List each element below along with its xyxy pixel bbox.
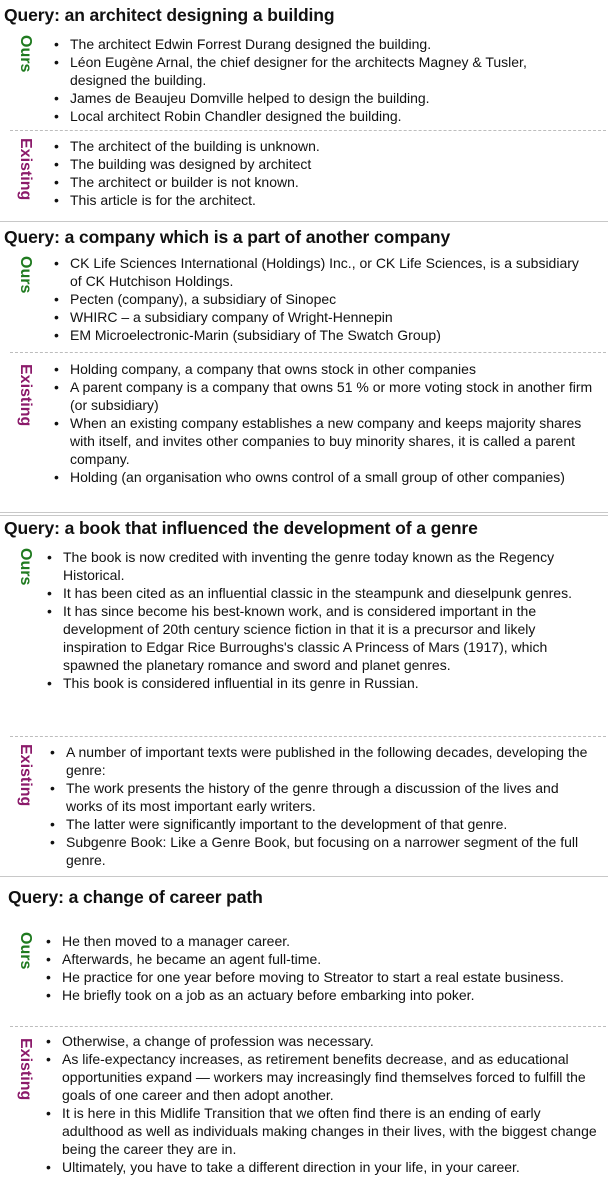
list-item-text: Holding (an organisation who owns control of a small group of other companies)	[70, 469, 565, 485]
ours-list	[46, 932, 592, 1004]
list-item: • It is here in this Midlife Transition that we often find there is an ending of early adulthood as well as individuals making changes in their lives, with the biggest change being the career they are in.	[46, 1105, 597, 1157]
section-divider	[10, 130, 606, 131]
list-item-text: Otherwise, a change of profession was necessary.	[62, 1033, 374, 1049]
list-item: • He briefly took on a job as an actuary before embarking into poker.	[46, 987, 475, 1003]
list-item: • The building was designed by architect	[54, 156, 312, 172]
list-item: • It has since become his best-known work, and is considered important in the development of 20th century science fiction in that it is a precursor and likely inspiration to Edgar Rice Burroughs's classic A Princess of Mars (1917), which spawned the planetary romance and sword and planet genres.	[47, 603, 548, 673]
list-item-text: The architect or builder is not known.	[70, 174, 299, 190]
list-item-text: Ultimately, you have to take a different direction in your life, in your career.	[62, 1159, 520, 1175]
list-item-text: The building was designed by architect	[70, 156, 312, 172]
list-item: • This article is for the architect.	[54, 192, 256, 208]
query-block	[0, 0, 608, 221]
list-item: • The architect or builder is not known.	[54, 174, 299, 190]
list-item: • When an existing company establishes a new company and keeps majority shares with itself, and invites other companies to buy minority shares, it is called a parent company.	[54, 415, 582, 467]
list-item-text: Holding company, a company that owns stock in other companies	[70, 361, 476, 377]
list-item-text: He briefly took on a job as an actuary before embarking into poker.	[62, 987, 475, 1003]
list-item: • Ultimately, you have to take a different direction in your life, in your career.	[46, 1159, 520, 1175]
existing-label: Existing	[17, 1038, 34, 1101]
ours-section	[0, 253, 608, 351]
existing-section	[0, 740, 608, 874]
list-item-text: As life-expectancy increases, as retirement benefits decrease, and as educational opportunities expand — workers may increasingly find themselves forced to fulfill the goals of one career and then adopt another.	[62, 1051, 586, 1103]
list-item: • EM Microelectronic-Marin (subsidiary of The Swatch Group)	[54, 327, 441, 343]
list-item: • Subgenre Book: Like a Genre Book, but focusing on a narrower segment of the full genre.	[50, 834, 579, 868]
list-item: • The latter were significantly important to the development of that genre.	[50, 816, 508, 832]
list-item-text: James de Beaujeu Domville helped to design the building.	[70, 90, 430, 106]
ours-section	[0, 930, 608, 1024]
list-item-text: A number of important texts were published in the following decades, developing the genre:	[66, 744, 588, 778]
existing-label: Existing	[17, 364, 34, 427]
ours-label: Ours	[17, 548, 34, 586]
existing-list	[54, 137, 590, 209]
list-item: • Afterwards, he became an agent full-time.	[46, 951, 322, 967]
list-item: • Pecten (company), a subsidiary of Sinopec	[54, 291, 337, 307]
ours-list	[54, 35, 560, 125]
section-divider	[10, 352, 606, 353]
list-item-text: The architect of the building is unknown.	[70, 138, 320, 154]
list-item-text: He practice for one year before moving to Streator to start a real estate business.	[62, 969, 564, 985]
query-block	[0, 878, 608, 1186]
list-item-text: This article is for the architect.	[70, 192, 256, 208]
ours-list	[54, 254, 585, 344]
list-item: • The architect of the building is unknown.	[54, 138, 320, 154]
list-item-text: CK Life Sciences International (Holdings) Inc., or CK Life Sciences, is a subsidiary of CK Hutchison Holdings.	[70, 255, 579, 289]
list-item-text: It has since become his best-known work, and is considered important in the development of 20th century science fiction in that it is a precursor and likely inspiration to Edgar Rice Burroughs's classic A Princess of Mars (1917), which spawned the planetary romance and sword and planet genres.	[63, 603, 548, 673]
list-item: • He practice for one year before moving to Streator to start a real estate business.	[46, 969, 564, 985]
list-item: • It has been cited as an influential classic in the steampunk and dieselpunk genres.	[47, 585, 572, 601]
list-item: • WHIRC – a subsidiary company of Wright-Hennepin	[54, 309, 393, 325]
list-item-text: Afterwards, he became an agent full-time.	[62, 951, 322, 967]
query-title: Query: a book that influenced the development of a genre	[4, 518, 478, 538]
list-item: • Holding (an organisation who owns control of a small group of other companies)	[54, 469, 565, 485]
query-title: Query: an architect designing a building	[4, 5, 335, 25]
list-item-text: It is here in this Midlife Transition that we often find there is an ending of early adulthood as well as individuals making changes in their lives, with the biggest change being the career they are in.	[62, 1105, 597, 1157]
section-divider	[10, 1026, 606, 1027]
ours-label: Ours	[17, 256, 34, 294]
ours-label: Ours	[17, 932, 34, 970]
query-title: Query: a company which is a part of another company	[4, 227, 451, 247]
list-item-text: Subgenre Book: Like a Genre Book, but focusing on a narrower segment of the full genre.	[66, 834, 579, 868]
list-item-text: The work presents the history of the genre through a discussion of the lives and works of its most important early writers.	[66, 780, 559, 814]
query-block	[0, 516, 608, 876]
list-item-text: The architect Edwin Forrest Durang designed the building.	[70, 36, 432, 52]
existing-label: Existing	[17, 138, 34, 201]
list-item: • He then moved to a manager career.	[46, 933, 291, 949]
list-item-text: A parent company is a company that owns 51 % or more voting stock in another firm (or subsidiary)	[70, 379, 593, 413]
list-item: • This book is considered influential in its genre in Russian.	[47, 675, 419, 691]
query-title: Query: a change of career path	[8, 887, 263, 907]
list-item: • The book is now credited with inventing the genre today known as the Regency Historical.	[47, 549, 555, 583]
list-item-text: Pecten (company), a subsidiary of Sinopec	[70, 291, 337, 307]
list-item: • A number of important texts were published in the following decades, developing the genre:	[50, 744, 588, 778]
list-item: • The architect Edwin Forrest Durang designed the building.	[54, 36, 432, 52]
query-divider	[0, 512, 608, 513]
existing-list	[46, 1032, 604, 1176]
list-item: • Léon Eugène Arnal, the chief designer for the architects Magney & Tusler, designed the building.	[54, 54, 527, 88]
list-item: • James de Beaujeu Domville helped to design the building.	[54, 90, 430, 106]
existing-list	[54, 360, 595, 486]
list-item-text: The book is now credited with inventing the genre today known as the Regency Historical.	[63, 549, 555, 583]
query-divider	[0, 876, 608, 877]
list-item: • Otherwise, a change of profession was necessary.	[46, 1033, 374, 1049]
list-item: • CK Life Sciences International (Holdings) Inc., or CK Life Sciences, is a subsidiary of CK Hutchison Holdings.	[54, 255, 579, 289]
ours-section	[0, 546, 608, 736]
list-item: • The work presents the history of the genre through a discussion of the lives and works of its most important early writers.	[50, 780, 559, 814]
list-item-text: Léon Eugène Arnal, the chief designer for the architects Magney & Tusler, designed the building.	[70, 54, 527, 88]
ours-label: Ours	[17, 35, 34, 73]
existing-section	[0, 356, 608, 512]
list-item: • A parent company is a company that owns 51 % or more voting stock in another firm (or subsidiary)	[54, 379, 593, 413]
list-item: • As life-expectancy increases, as retirement benefits decrease, and as educational opportunities expand — workers may increasingly find themselves forced to fulfill the goals of one career and then adopt another.	[46, 1051, 586, 1103]
list-item-text: EM Microelectronic-Marin (subsidiary of The Swatch Group)	[70, 327, 441, 343]
existing-section	[0, 134, 608, 218]
existing-list	[50, 743, 596, 869]
list-item-text: He then moved to a manager career.	[62, 933, 291, 949]
ours-section	[0, 32, 608, 128]
list-item-text: The latter were significantly important to the development of that genre.	[66, 816, 508, 832]
list-item: • Local architect Robin Chandler designed the building.	[54, 108, 402, 124]
list-item: • Holding company, a company that owns stock in other companies	[54, 361, 476, 377]
list-item-text: It has been cited as an influential classic in the steampunk and dieselpunk genres.	[63, 585, 572, 601]
list-item-text: WHIRC – a subsidiary company of Wright-Hennepin	[70, 309, 393, 325]
ours-list	[47, 548, 603, 692]
list-item-text: Local architect Robin Chandler designed the building.	[70, 108, 402, 124]
existing-section	[0, 1030, 608, 1186]
list-item-text: When an existing company establishes a new company and keeps majority shares with itself, and invites other companies to buy minority shares, it is called a parent company.	[70, 415, 582, 467]
list-item-text: This book is considered influential in its genre in Russian.	[63, 675, 419, 691]
section-divider	[10, 736, 606, 737]
existing-label: Existing	[17, 744, 34, 807]
query-block	[0, 222, 608, 514]
